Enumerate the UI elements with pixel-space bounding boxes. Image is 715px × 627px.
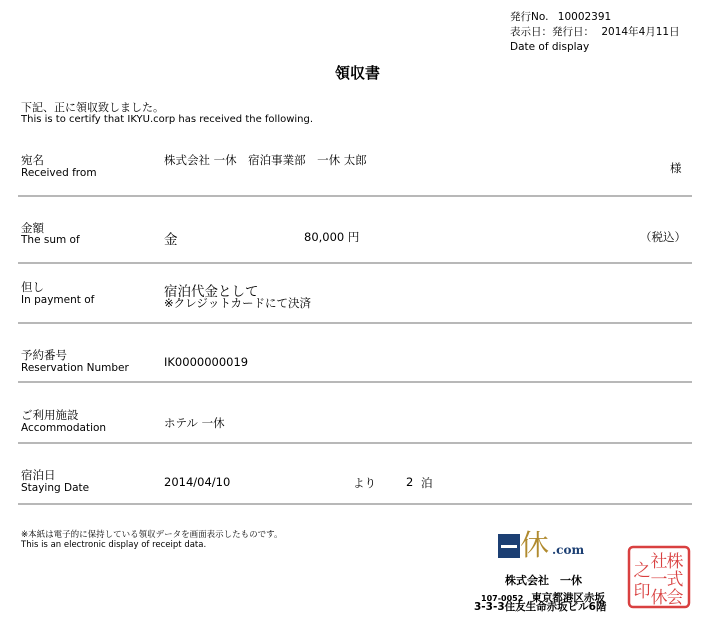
reservation-label-en: Reservation Number bbox=[21, 362, 129, 374]
purpose-label-en: In payment of bbox=[21, 294, 95, 306]
svg-text:之: 之 bbox=[633, 561, 651, 581]
amount-value: 80,000 円 bbox=[304, 230, 360, 244]
footer-note-jp: ※本紙は電子的に保持している領収データを画面表示したものです。 bbox=[21, 530, 283, 540]
intro-en: This is to certify that IKYU.corp has received the following. bbox=[21, 114, 314, 125]
issue-number bbox=[510, 10, 611, 25]
recipient-label-en: Received from bbox=[21, 167, 97, 179]
purpose-label-jp: 但し bbox=[21, 280, 44, 294]
svg-text:休: 休 bbox=[650, 588, 668, 608]
logo-kanji: 休 bbox=[520, 528, 550, 562]
intro-jp: 下記、正に領収致しました。 bbox=[21, 101, 164, 114]
purpose-value: 宿泊代金として bbox=[164, 284, 259, 300]
separator bbox=[18, 262, 692, 264]
svg-text:一: 一 bbox=[650, 570, 668, 590]
footer-note-en: This is an electronic display of receipt data. bbox=[21, 540, 207, 550]
company-seal-icon bbox=[627, 545, 691, 609]
stay-date: 2014/04/10 bbox=[164, 475, 231, 489]
issuer-name: 株式会社 一休 bbox=[505, 574, 582, 587]
separator bbox=[18, 442, 692, 444]
address-line1: 東京都港区赤坂 bbox=[531, 592, 605, 604]
purpose-subvalue: ※クレジットカードにて決済 bbox=[164, 296, 312, 310]
svg-text:社: 社 bbox=[650, 552, 668, 572]
display-date bbox=[510, 25, 680, 40]
separator bbox=[18, 322, 692, 324]
facility-name: ホテル 一休 bbox=[164, 416, 225, 430]
stay-nights-unit: 泊 bbox=[421, 476, 433, 490]
separator bbox=[18, 195, 692, 197]
svg-text:会: 会 bbox=[666, 588, 684, 608]
amount-label-en: The sum of bbox=[21, 234, 80, 246]
separator bbox=[18, 381, 692, 383]
stay-from-label: より bbox=[353, 476, 376, 490]
reservation-number: IK0000000019 bbox=[164, 355, 249, 369]
display-date-label: 表示日：発行日： bbox=[510, 26, 594, 38]
facility-label-en: Accommodation bbox=[21, 422, 107, 434]
svg-text:印: 印 bbox=[633, 582, 651, 602]
recipient-value: 株式会社 一休 宿泊事業部 一休 太郎 bbox=[164, 153, 367, 167]
logo-com: .com bbox=[552, 543, 585, 557]
address-line2: 3-3-3住友生命赤坂ビル6階 bbox=[474, 601, 607, 613]
stay-label-jp: 宿泊日 bbox=[21, 468, 56, 482]
stay-nights: 2 bbox=[406, 475, 414, 489]
reservation-label-jp: 予約番号 bbox=[21, 348, 67, 362]
svg-text:株: 株 bbox=[666, 552, 684, 572]
issue-number-label: 発行No. bbox=[510, 11, 549, 23]
recipient-label-jp: 宛名 bbox=[21, 153, 44, 167]
facility-label-jp: ご利用施設 bbox=[21, 408, 79, 422]
amount-label-jp: 金額 bbox=[21, 221, 44, 235]
display-date-en: Date of display bbox=[510, 41, 590, 53]
recipient-suffix: 様 bbox=[670, 161, 682, 175]
page-title: 領収書 bbox=[334, 64, 380, 82]
svg-text:式: 式 bbox=[666, 570, 684, 590]
amount-tax-note: （税込） bbox=[640, 230, 686, 244]
issue-number-value: 10002391 bbox=[557, 11, 612, 23]
postal-code: 107-0052 bbox=[481, 594, 524, 603]
stay-label-en: Staying Date bbox=[21, 482, 90, 494]
separator bbox=[18, 503, 692, 505]
amount-prefix: 金 bbox=[164, 232, 178, 248]
display-date-value: 2014年4月11日 bbox=[601, 26, 680, 38]
logo-mark-icon bbox=[498, 534, 520, 558]
